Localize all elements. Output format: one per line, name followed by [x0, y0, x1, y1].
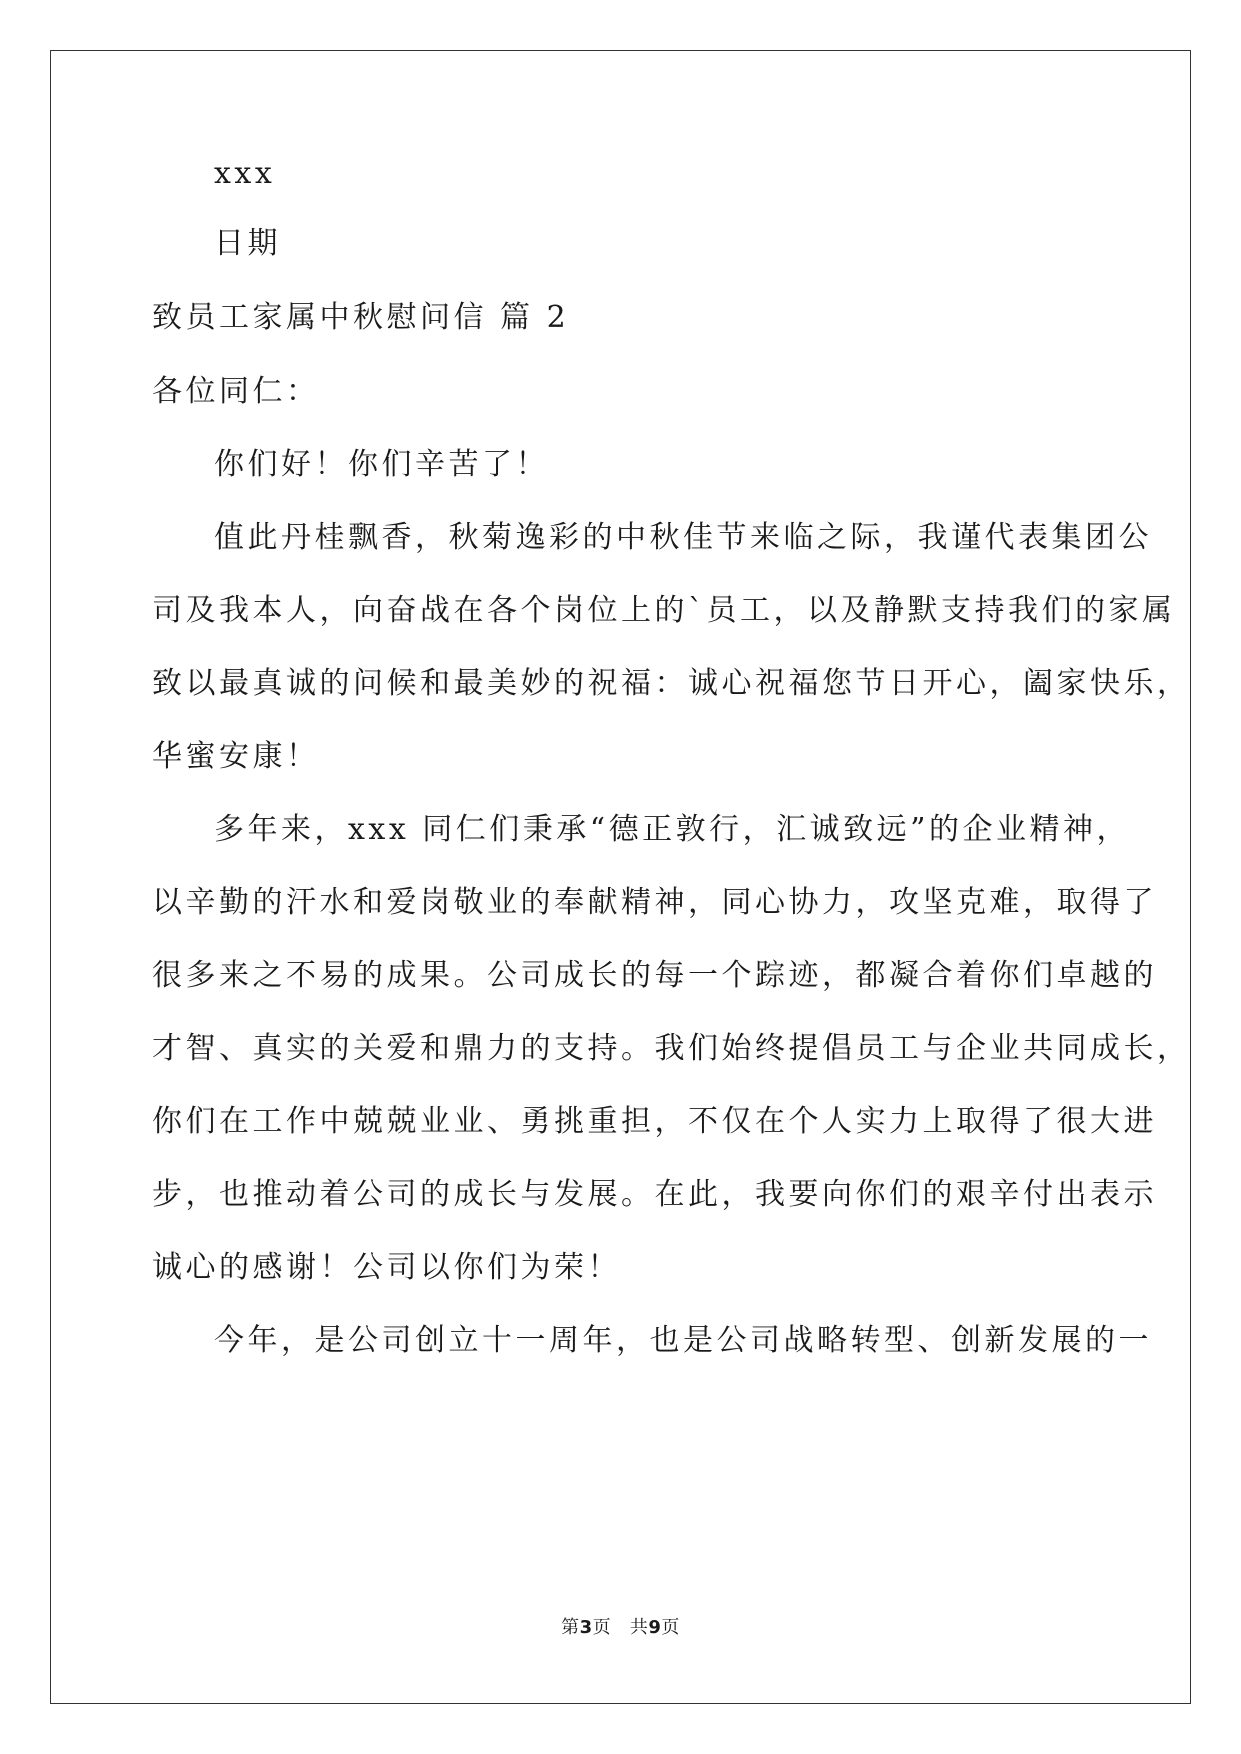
paragraph-line: 以辛勤的汗水和爱岗敬业的奉献精神，同心协力，攻坚克难，取得了 [152, 885, 1157, 920]
paragraph-line: 步，也推动着公司的成长与发展。在此，我要向你们的艰辛付出表示 [152, 1177, 1157, 1212]
paragraph-line: 多年来，xxx 同仁们秉承“德正敦行，汇诚致远”的企业精神， [214, 812, 1130, 847]
signature-name: xxx [214, 156, 276, 191]
paragraph-line: 才智、真实的关爱和鼎力的支持。我们始终提倡员工与企业共同成长， [152, 1031, 1191, 1066]
footer-page-number: 3 [579, 1617, 593, 1638]
footer-total-suffix: 页 [661, 1617, 680, 1638]
page-footer [0, 1616, 1241, 1640]
footer-total-prefix: 共 [629, 1617, 649, 1638]
signature-date: 日期 [214, 226, 281, 261]
salutation: 各位同仁： [152, 374, 320, 409]
paragraph-line: 今年，是公司创立十一周年，也是公司战略转型、创新发展的一 [214, 1323, 1152, 1358]
paragraph-line: 很多来之不易的成果。公司成长的每一个踪迹，都凝合着你们卓越的 [152, 958, 1157, 993]
paragraph-line: 司及我本人，向奋战在各个岗位上的`员工，以及静默支持我们的家属 [152, 593, 1176, 628]
footer-page-prefix: 第 [561, 1617, 580, 1638]
paragraph-line: 致以最真诚的问候和最美妙的祝福：诚心祝福您节日开心，阖家快乐， [152, 666, 1191, 701]
section-title: 致员工家属中秋慰问信 篇 2 [152, 300, 570, 335]
paragraph-line: 值此丹桂飘香，秋菊逸彩的中秋佳节来临之际，我谨代表集团公 [214, 520, 1152, 555]
greeting: 你们好！你们辛苦了！ [214, 447, 549, 482]
footer-total-number: 9 [648, 1617, 662, 1638]
paragraph-line: 诚心的感谢！公司以你们为荣！ [152, 1250, 621, 1285]
paragraph-line: 华蜜安康！ [152, 739, 320, 774]
footer-page-suffix: 页 [592, 1617, 612, 1638]
paragraph-line: 你们在工作中兢兢业业、勇挑重担，不仅在个人实力上取得了很大进 [152, 1104, 1157, 1139]
